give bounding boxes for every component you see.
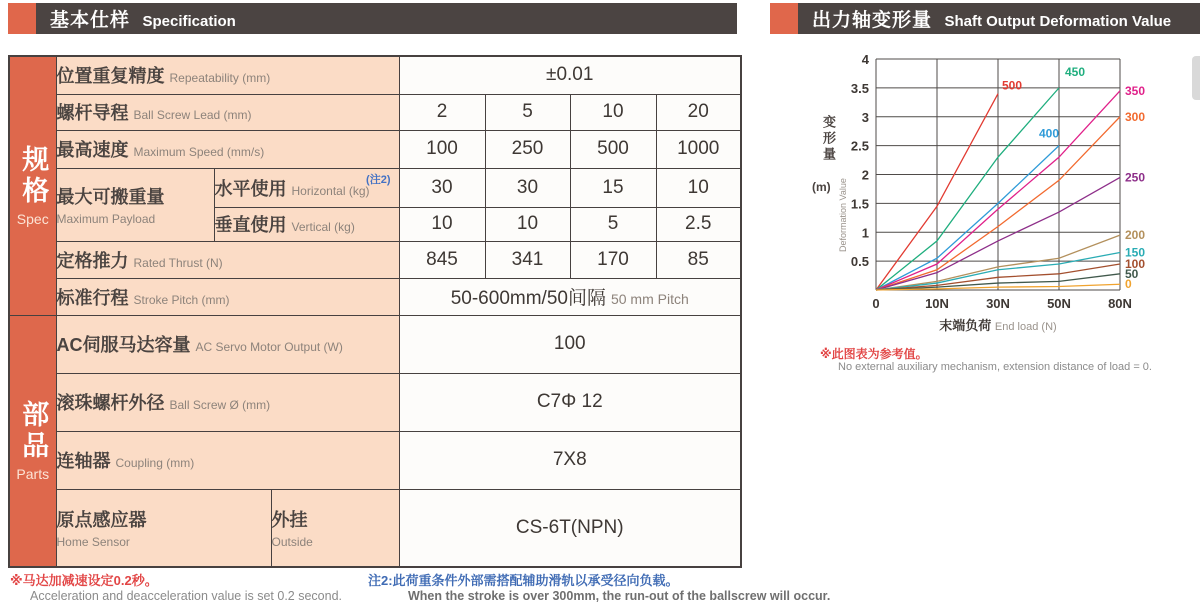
label-cell-repeatability: [56, 56, 399, 94]
table-row: [9, 431, 741, 489]
label-en: Ball Screw Ø (mm): [169, 398, 271, 412]
section-title-zh: 基本仕样: [50, 10, 131, 31]
value-cell: 30: [485, 168, 570, 207]
footnote-note2-zh: 注2:此荷重条件外部需搭配辅助滑轨以承受径向负载。: [368, 573, 679, 588]
chart-note-zh: ※此图表为参考值。: [820, 347, 928, 361]
label-en: Coupling (mm): [115, 456, 195, 470]
value-cell-repeatability: ±0.01: [399, 56, 741, 94]
specification-table: [8, 55, 742, 568]
label-cell-stroke: [56, 278, 399, 315]
table-row: [9, 168, 741, 207]
label-cell-thrust: [56, 241, 399, 278]
footnote-accel-en: Acceleration and deacceleration value is set 0.2 second.: [30, 589, 342, 603]
series-label-450: 450: [1065, 64, 1086, 79]
series-label-500: 500: [1002, 78, 1023, 93]
label-zh: 最大可搬重量: [56, 187, 165, 207]
y-axis-label-zh: 变形量: [821, 115, 836, 163]
deformation-chart: [805, 52, 1200, 372]
value-cell: 5: [570, 207, 656, 241]
section-title-en: Specification: [142, 13, 236, 30]
series-label-250: 250: [1125, 170, 1146, 185]
svg-text:0.5: 0.5: [850, 254, 869, 270]
svg-text:0: 0: [872, 296, 880, 311]
series-label-150: 150: [1125, 245, 1146, 260]
label-cell-speed: [56, 130, 399, 168]
label-en: AC Servo Motor Output (W): [195, 340, 343, 354]
value-cell: 85: [656, 241, 741, 278]
y-axis-label-unit: (m): [812, 180, 831, 194]
svg-text:30N: 30N: [986, 296, 1010, 311]
group-label-en: Spec: [16, 210, 49, 227]
deformation-chart-svg: [840, 52, 1200, 342]
footnote-note2-en: When the stroke is over 300mm, the run-out of the ballscrew will occur.: [408, 589, 831, 603]
value-cell: 20: [656, 94, 741, 130]
label-cell-lead: [56, 94, 399, 130]
svg-text:1: 1: [861, 225, 869, 241]
label-en: Repeatability (mm): [169, 71, 271, 86]
svg-text:1.5: 1.5: [850, 196, 869, 212]
value-cell-servo: 100: [399, 315, 741, 373]
value-cell: 2: [399, 94, 485, 130]
value-cell: 845: [399, 241, 485, 278]
value-cell: 2.5: [656, 207, 741, 241]
group-label-zh: 部品: [18, 399, 49, 462]
label-zh: 水平使用: [214, 178, 287, 199]
label-en: Vertical (kg): [291, 220, 355, 234]
svg-text:4: 4: [861, 52, 869, 67]
label-zh: 连轴器: [56, 451, 111, 471]
table-row: [9, 130, 741, 168]
value-cell: 30: [399, 168, 485, 207]
label-cell-coupling: [56, 431, 399, 489]
value-cell: 341: [485, 241, 570, 278]
orange-accent-square: [8, 3, 36, 34]
specification-section-header: [8, 3, 737, 34]
value-cell: 10: [656, 168, 741, 207]
section-title-en: Shaft Output Deformation Value: [944, 13, 1172, 30]
label-cell-horizontal: [214, 168, 399, 207]
value-cell-screw-od: C7Φ 12: [399, 373, 741, 431]
value-cell-home-sensor: CS-6T(NPN): [399, 489, 741, 567]
label-zh: 螺杆导程: [56, 103, 129, 123]
label-zh: 定格推力: [56, 250, 129, 271]
svg-text:末端负荷 End load (N): 末端负荷 End load (N): [939, 318, 1057, 333]
label-zh: 垂直使用: [214, 215, 287, 235]
label-zh: 标准行程: [56, 287, 129, 308]
value-cell: 170: [570, 241, 656, 278]
label-en: Maximum Payload: [56, 212, 156, 226]
value-cell: 10: [399, 207, 485, 241]
value-cell-stroke: [399, 278, 741, 315]
label-cell-home-sensor: [56, 489, 271, 567]
value-cell-coupling: 7X8: [399, 431, 741, 489]
note2-superscript: (注2): [366, 173, 391, 186]
label-en: Ball Screw Lead (mm): [133, 108, 252, 122]
label-cell-vertical: [214, 207, 399, 241]
value-cell: 1000: [656, 130, 741, 168]
group-label-zh: 规格: [18, 144, 49, 207]
label-en: Rated Thrust (N): [133, 255, 223, 270]
label-en: Maximum Speed (mm/s): [133, 145, 265, 159]
chart-note-en: No external auxiliary mechanism, extension distance of load = 0.: [838, 361, 1152, 373]
svg-text:80N: 80N: [1108, 296, 1132, 311]
orange-accent-square: [770, 3, 798, 34]
deformation-section-header: [770, 3, 1200, 34]
value-cell: 250: [485, 130, 570, 168]
label-en: Home Sensor: [56, 535, 130, 550]
label-zh: 外挂: [271, 510, 308, 531]
group-cell-spec: [9, 56, 56, 315]
value-cell: 10: [485, 207, 570, 241]
series-line-450: [876, 88, 1059, 290]
label-zh: 滚珠螺杆外径: [56, 393, 165, 413]
series-label-350: 350: [1125, 83, 1146, 98]
label-zh: 原点感应器: [56, 510, 147, 531]
table-row: [9, 489, 741, 567]
group-cell-parts: [9, 315, 56, 567]
label-zh: 位置重复精度: [56, 66, 165, 87]
series-label-0: 0: [1125, 277, 1132, 292]
series-label-200: 200: [1125, 228, 1146, 243]
label-zh: 最高速度: [56, 140, 129, 160]
svg-text:2.5: 2.5: [850, 138, 869, 154]
table-row: [9, 241, 741, 278]
value-cell: 10: [570, 94, 656, 130]
stroke-value-en: 50 mm Pitch: [610, 291, 689, 307]
cropped-edge-element: [1192, 56, 1200, 100]
table-row: [9, 56, 741, 94]
table-row: [9, 373, 741, 431]
label-en: Outside: [271, 535, 313, 550]
table-row: [9, 315, 741, 373]
label-cell-screw-od: [56, 373, 399, 431]
svg-text:2: 2: [861, 167, 869, 183]
value-cell: 15: [570, 168, 656, 207]
label-cell-servo: [56, 315, 399, 373]
series-label-300: 300: [1125, 109, 1146, 124]
stroke-value-zh: 50-600mm/50间隔: [450, 288, 606, 309]
series-label-400: 400: [1039, 126, 1060, 141]
svg-text:50N: 50N: [1047, 296, 1071, 311]
value-cell: 100: [399, 130, 485, 168]
value-cell: 500: [570, 130, 656, 168]
label-en: Horizontal (kg): [291, 183, 370, 198]
series-label-50: 50: [1125, 266, 1139, 281]
section-title-zh: 出力轴变形量: [812, 10, 933, 31]
table-row: [9, 94, 741, 130]
label-zh: AC伺服马达容量: [56, 335, 191, 355]
label-en: Stroke Pitch (mm): [133, 292, 230, 307]
label-cell-payload: [56, 168, 214, 241]
value-cell: 5: [485, 94, 570, 130]
footnote-accel-zh: ※马达加减速设定0.2秒。: [10, 573, 158, 588]
table-row: [9, 278, 741, 315]
series-label-100: 100: [1125, 257, 1146, 272]
group-label-en: Parts: [16, 465, 50, 482]
label-cell-outside: [271, 489, 399, 567]
y-axis-label-en: Deformation Value: [838, 178, 848, 252]
svg-text:3.5: 3.5: [850, 80, 869, 96]
svg-text:3: 3: [861, 109, 869, 125]
svg-text:10N: 10N: [925, 296, 949, 311]
